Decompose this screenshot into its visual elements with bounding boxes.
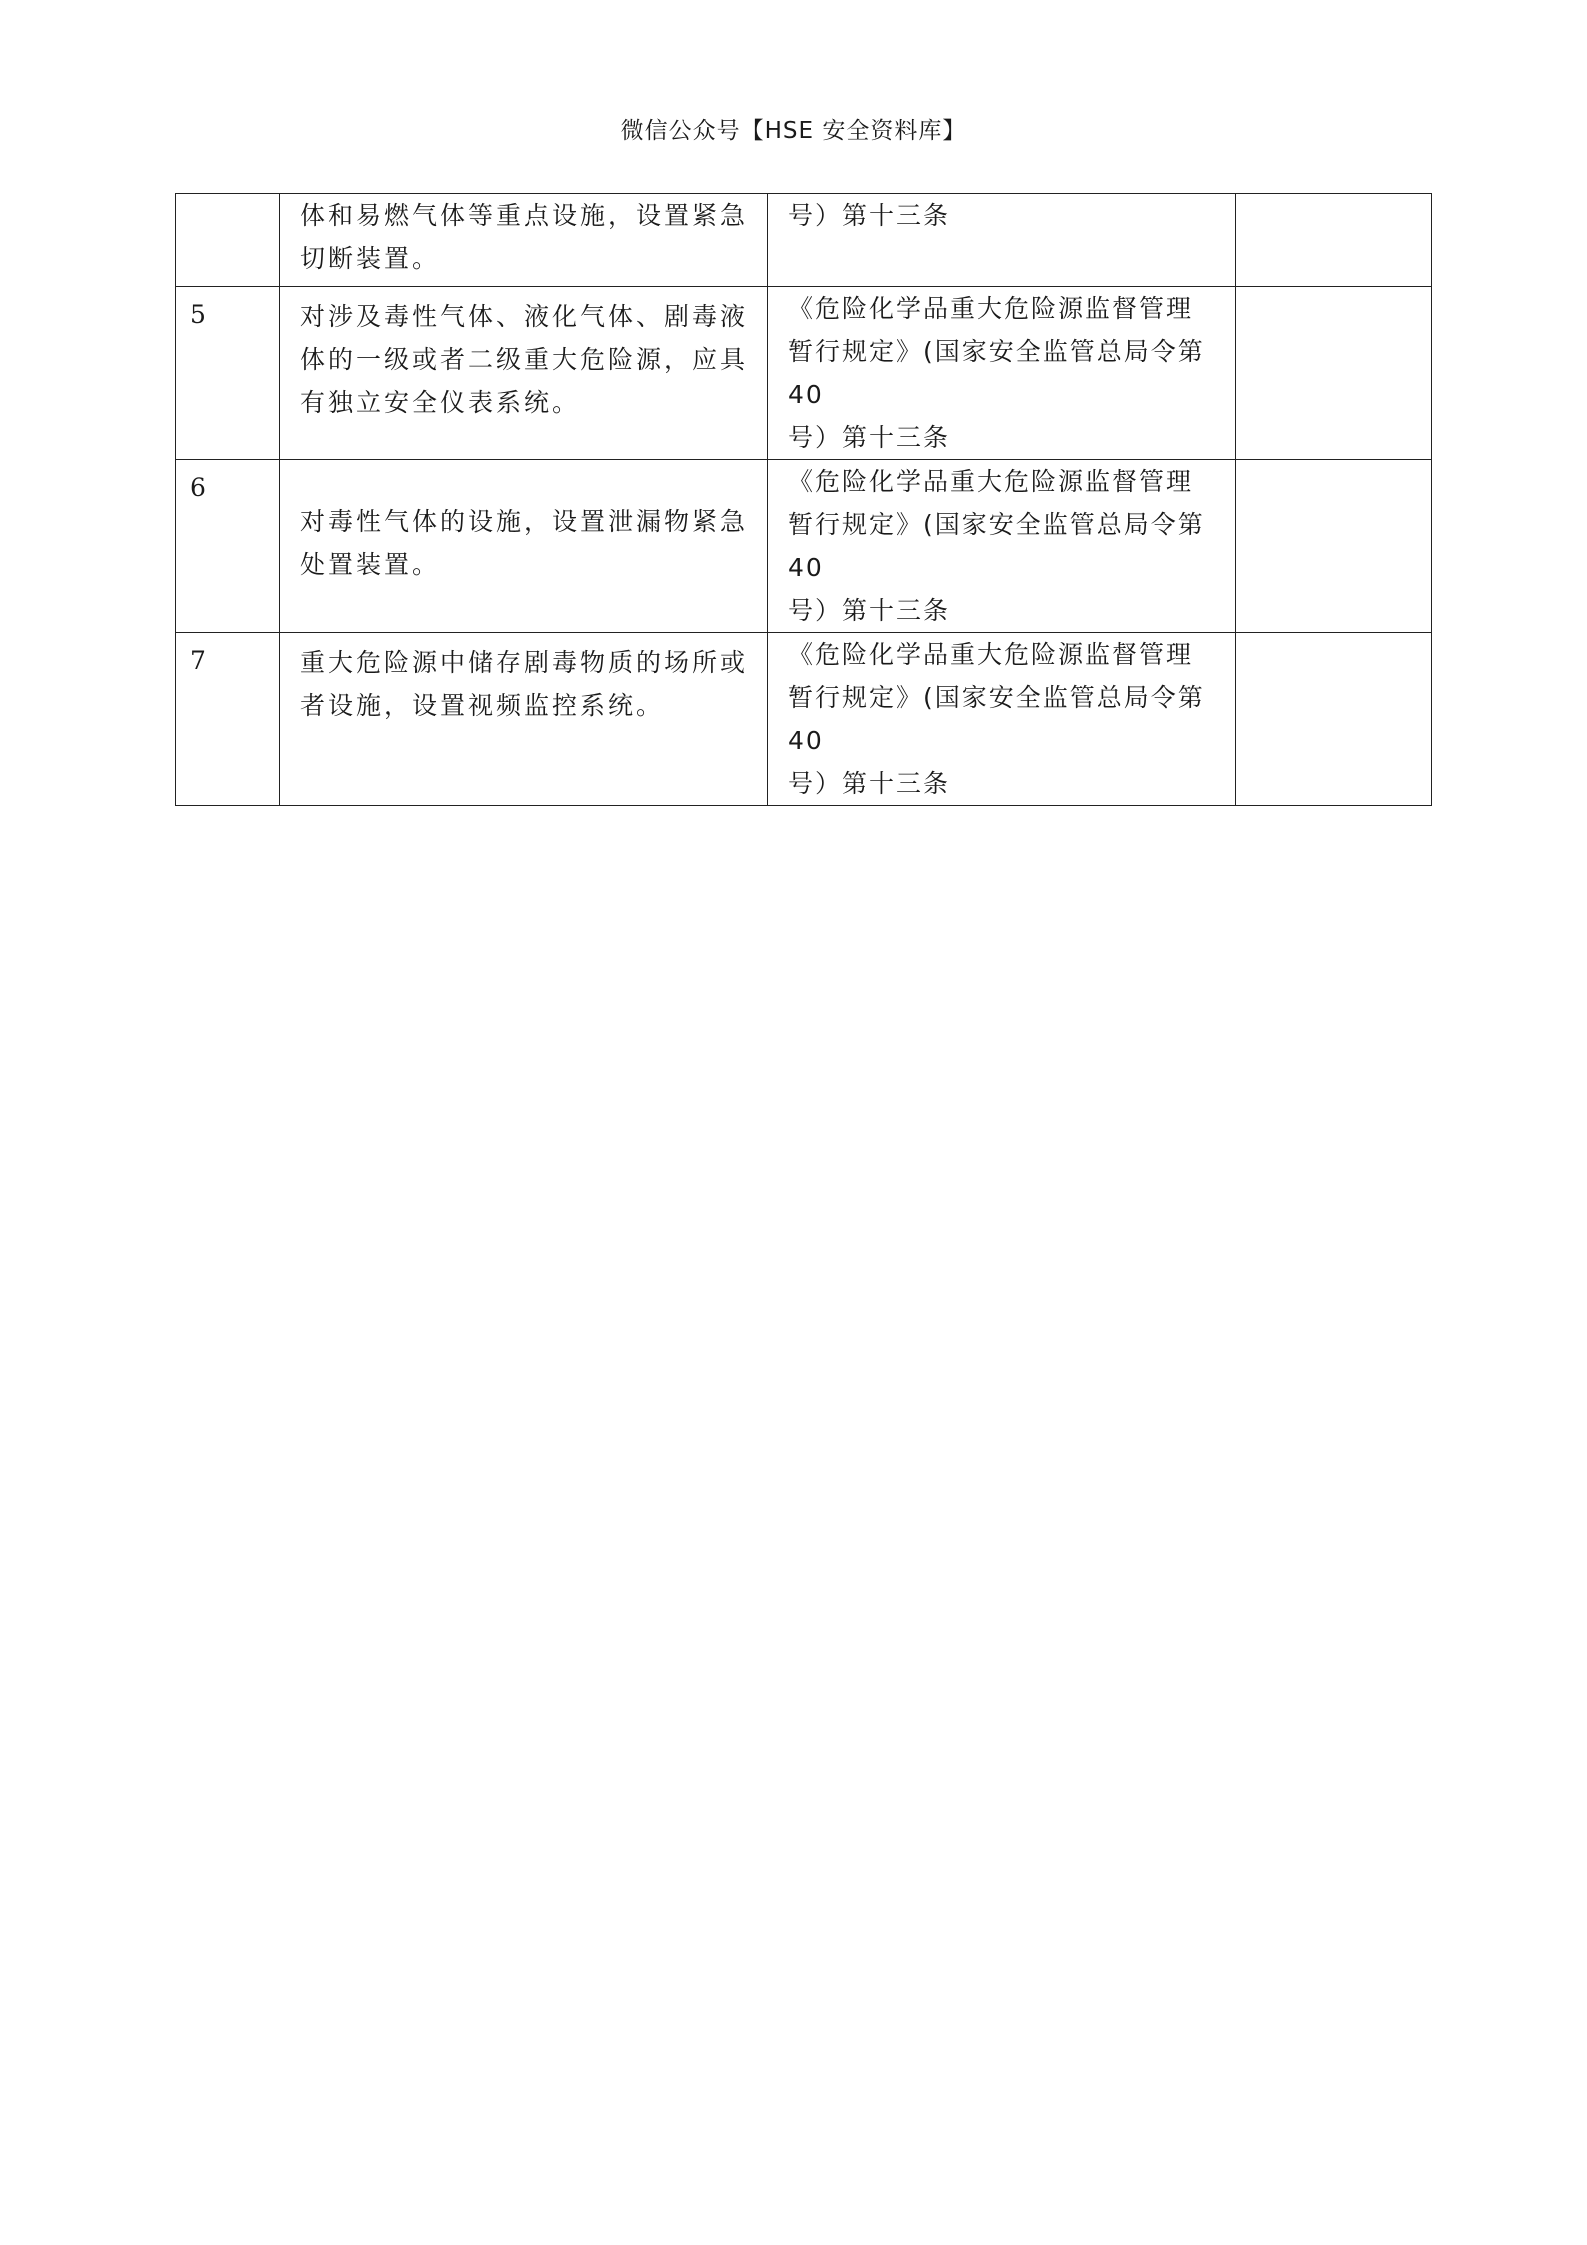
basis-reference: 《危险化学品重大危险源监督管理 暂行规定》(国家安全监管总局令第 40 号）第十三条 [768, 287, 1236, 460]
row-number: 7 [176, 633, 280, 806]
basis-reference: 号）第十三条 [768, 194, 1236, 287]
table-row [176, 194, 1432, 287]
basis-reference: 《危险化学品重大危险源监督管理 暂行规定》(国家安全监管总局令第 40 号）第十三条 [768, 633, 1236, 806]
table-row [176, 633, 1432, 806]
result-cell [1236, 460, 1432, 633]
check-item: 对毒性气体的设施，设置泄漏物紧急 处置装置。 [280, 460, 768, 633]
checklist-table [175, 193, 1432, 806]
row-number [176, 194, 280, 287]
basis-reference: 《危险化学品重大危险源监督管理 暂行规定》(国家安全监管总局令第 40 号）第十三条 [768, 460, 1236, 633]
result-cell [1236, 194, 1432, 287]
page-header: 微信公众号【HSE 安全资料库】 [620, 118, 967, 144]
row-number: 5 [176, 287, 280, 460]
check-item: 对涉及毒性气体、液化气体、剧毒液 体的一级或者二级重大危险源，应具 有独立安全仪表系统。 [280, 287, 768, 460]
table-row [176, 460, 1432, 633]
result-cell [1236, 633, 1432, 806]
row-number: 6 [176, 460, 280, 633]
table-row [176, 287, 1432, 460]
check-item: 体和易燃气体等重点设施，设置紧急 切断装置。 [280, 194, 768, 287]
result-cell [1236, 287, 1432, 460]
check-item: 重大危险源中储存剧毒物质的场所或 者设施，设置视频监控系统。 [280, 633, 768, 806]
